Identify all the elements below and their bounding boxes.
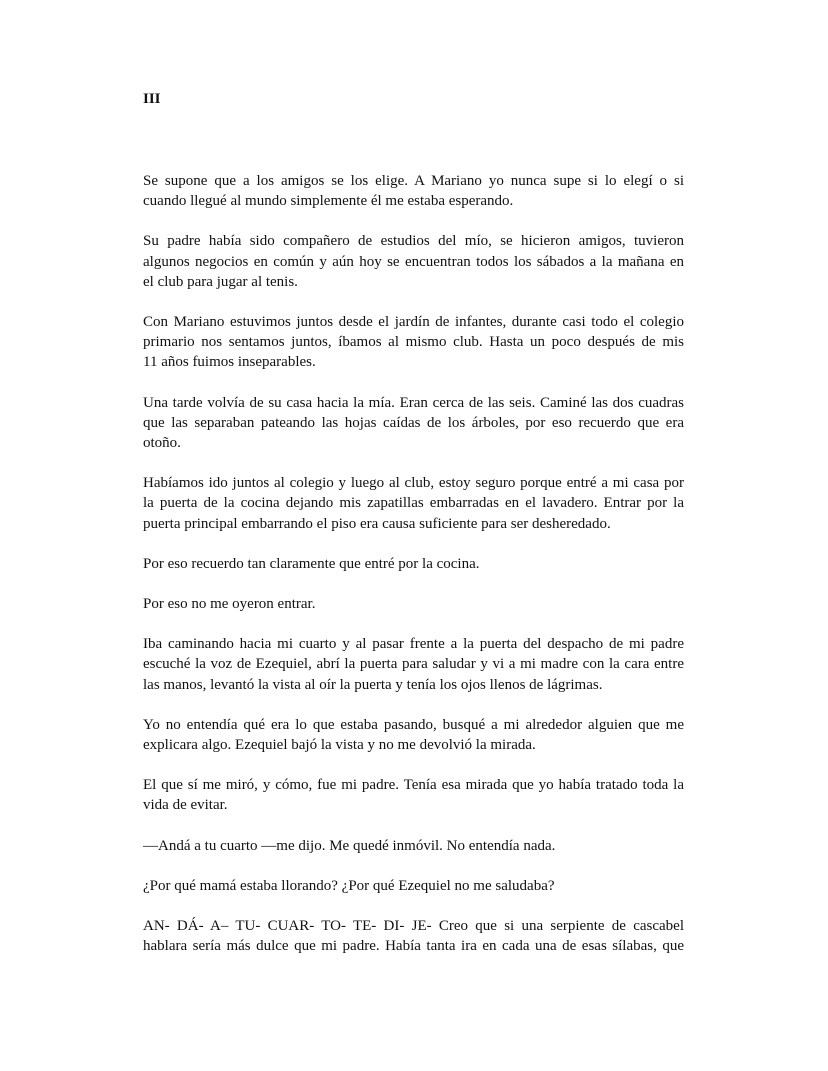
paragraph-line: Por eso recuerdo tan claramente que entré por la cocina.: [143, 555, 480, 572]
paragraph-line: las manos, levantó la vista al oír la puerta y tenía los ojos llenos de lágrimas.: [143, 676, 603, 693]
paragraph-line: Una tarde volvía de su casa hacia la mía. Eran cerca de las seis. Caminé las dos cuadras: [143, 394, 684, 411]
paragraph-line: Su padre había sido compañero de estudios del mío, se hicieron amigos, tuvieron: [143, 233, 684, 250]
paragraph: [143, 312, 684, 373]
paragraph-line: Habíamos ido juntos al colegio y luego al club, estoy seguro porque entré a mi casa por: [143, 475, 684, 492]
paragraph-line: hablara sería más dulce que mi padre. Había tanta ira en cada una de esas sílabas, que: [143, 938, 684, 955]
paragraph-line: Por eso no me oyeron entrar.: [143, 596, 316, 613]
paragraph: [143, 171, 684, 211]
document-page: [143, 89, 684, 956]
paragraph-line: Yo no entendía qué era lo que estaba pasando, busqué a mi alrededor alguien que me: [143, 716, 684, 733]
paragraph-line: que las separaban pateando las hojas caídas de los árboles, por eso recuerdo que era: [143, 414, 684, 431]
paragraph: [143, 715, 684, 755]
paragraph-line: Con Mariano estuvimos juntos desde el jardín de infantes, durante casi todo el colegio: [143, 314, 684, 331]
paragraph-line: escuché la voz de Ezequiel, abrí la puerta para saludar y vi a mi madre con la cara entre: [143, 656, 684, 673]
paragraph-line: puerta principal embarrando el piso era causa suficiente para ser desheredado.: [143, 515, 611, 532]
paragraph-line: Iba caminando hacia mi cuarto y al pasar frente a la puerta del despacho de mi padre: [143, 636, 684, 653]
paragraph: [143, 836, 684, 856]
paragraph-line: —Andá a tu cuarto —me dijo. Me quedé inmóvil. No entendía nada.: [143, 837, 556, 854]
paragraph: [143, 473, 684, 534]
chapter-heading: III: [143, 91, 161, 107]
paragraph-line: otoño.: [143, 435, 181, 452]
paragraph-line: Se supone que a los amigos se los elige. A Mariano yo nunca supe si lo elegí o si: [143, 173, 684, 189]
paragraph-line: AN- DÁ- A– TU- CUAR- TO- TE- DI- JE- Creo que si una serpiente de cascabel: [143, 918, 684, 935]
paragraph-line: cuando llegué al mundo simplemente él me estaba esperando.: [143, 193, 514, 210]
paragraph-line: ¿Por qué mamá estaba llorando? ¿Por qué Ezequiel no me saludaba?: [143, 877, 555, 894]
body-text: [143, 171, 684, 956]
paragraph: [143, 916, 684, 956]
paragraph-line: primario nos sentamos juntos, íbamos al mismo club. Hasta un poco después de mis: [143, 334, 684, 351]
paragraph: [143, 775, 684, 815]
paragraph-line: la puerta de la cocina dejando mis zapatillas embarradas en el lavadero. Entrar por la: [143, 495, 684, 512]
paragraph-line: explicara algo. Ezequiel bajó la vista y no me devolvió la mirada.: [143, 737, 536, 754]
paragraph-line: el club para jugar al tenis.: [143, 273, 298, 290]
paragraph-line: vida de evitar.: [143, 797, 228, 814]
paragraph-line: algunos negocios en común y aún hoy se encuentran todos los sábados a la mañana en: [143, 253, 684, 270]
paragraph-line: El que sí me miró, y cómo, fue mi padre. Tenía esa mirada que yo había tratado toda la: [143, 777, 684, 794]
paragraph: [143, 231, 684, 292]
paragraph-line: 11 años fuimos inseparables.: [143, 354, 316, 371]
paragraph: [143, 634, 684, 695]
paragraph: [143, 393, 684, 454]
paragraph: [143, 594, 684, 614]
paragraph: [143, 554, 684, 574]
paragraph: [143, 876, 684, 896]
